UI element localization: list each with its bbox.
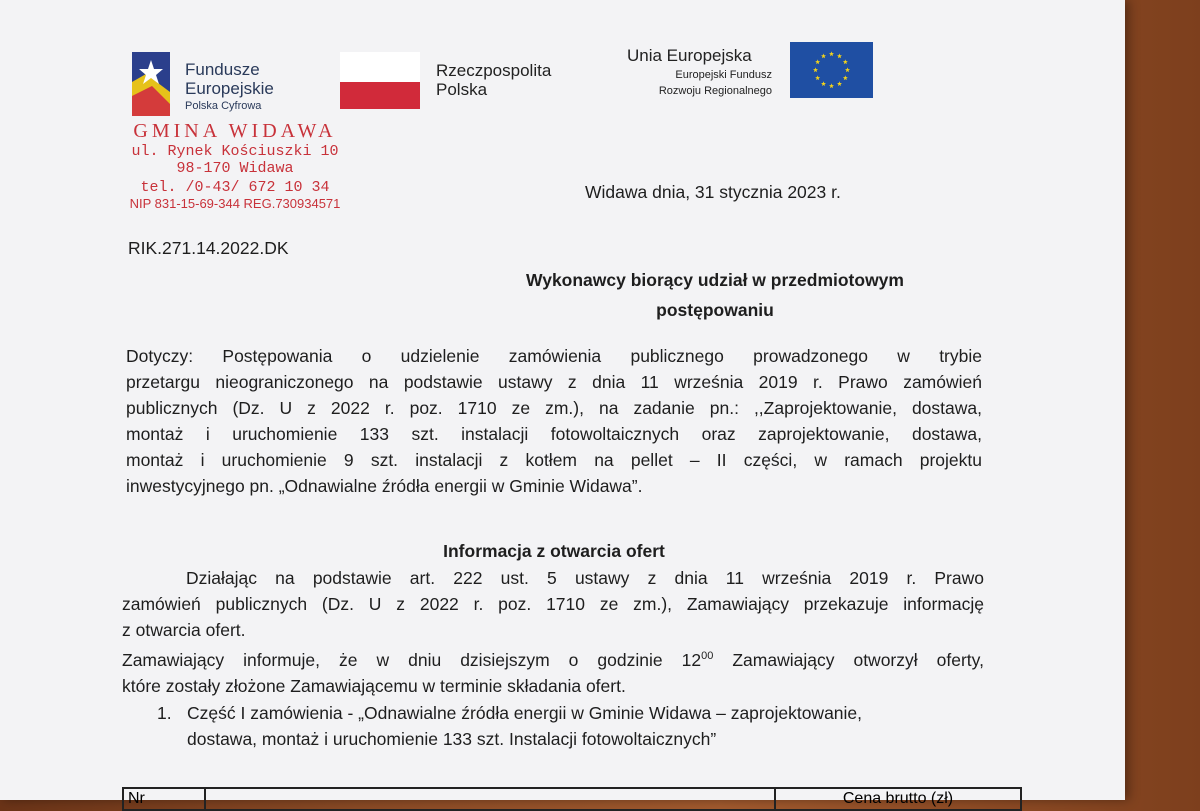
table-header-cell: Nr (123, 788, 205, 810)
ue-sub1: Europejski Fundusz (675, 69, 772, 81)
rp-line1: Rzeczpospolita (436, 61, 552, 80)
list-line: dostawa, montaż i uruchomienie 133 szt. Instalacji fotowoltaicznych” (187, 729, 717, 749)
stamp-name: GMINA WIDAWA (133, 120, 337, 142)
opening-paragraph (122, 565, 984, 643)
paragraph-line: Działając na podstawie art. 222 ust. 5 ustawy z dnia 11 września 2019 r. Prawo (186, 568, 984, 588)
fe-line2: Europejskie (185, 79, 274, 98)
subject-line: inwestycyjnego pn. „Odnawialne źródła energii w Gminie Widawa”. (126, 476, 643, 496)
list-number: 1. (157, 703, 172, 723)
rp-line2: Polska (436, 80, 488, 99)
stamp-street: ul. Rynek Kościuszki 10 (131, 143, 339, 160)
info-text-pre: Zamawiający informuje, że w dniu dzisiejszym o godzinie 12 (122, 649, 702, 670)
stamp-nip: NIP 831-15-69-344 REG.730934571 (129, 196, 341, 211)
document-date: Widawa dnia, 31 stycznia 2023 r. (585, 182, 841, 202)
subject-line: przetargu nieograniczonego na podstawie ustawy z dnia 11 września 2019 r. Prawo zamówień (126, 372, 982, 392)
subject-paragraph (126, 343, 982, 499)
info-text-post: Zamawiający otworzył oferty, (713, 649, 984, 670)
list-line (122, 700, 984, 726)
subject-line: publicznych (Dz. U z 2022 r. poz. 1710 ze zm.), na zadanie pn.: ,,Zaprojektowanie, dostawa, (126, 398, 982, 418)
gmina-stamp (100, 120, 370, 211)
fe-line1: Fundusze (185, 60, 260, 79)
list-item (122, 700, 984, 752)
table-header-cell: Cena brutto (zł) (775, 788, 1021, 810)
paragraph-line: z otwarcia ofert. (122, 620, 246, 640)
subject-line: Dotyczy: Postępowania o udzielenie zamówienia publicznego prowadzonego w trybie (126, 346, 982, 366)
addressee-line2: postępowaniu (656, 300, 774, 320)
fe-line3: Polska Cyfrowa (185, 100, 262, 112)
stamp-tel: tel. /0-43/ 672 10 34 (140, 179, 330, 196)
eu-flag-icon (790, 42, 873, 98)
info-hour-sup: 00 (701, 650, 714, 662)
paragraph-line: zamówień publicznych (Dz. U z 2022 r. poz. 1710 ze zm.), Zamawiający przekazuje informację (122, 594, 984, 614)
pl-flag (340, 52, 420, 109)
subject-line: montaż i uruchomienie 9 szt. instalacji z kotłem na pellet – II części, w ramach projektu (126, 450, 982, 470)
section-heading: Informacja z otwarcia ofert (443, 541, 665, 561)
list-text: Część I zamówienia - „Odnawialne źródła energii w Gminie Widawa – zaprojektowanie, (187, 703, 863, 723)
addressee-line1: Wykonawcy biorący udział w przedmiotowym (526, 270, 904, 290)
ue-title: Unia Europejska (627, 46, 752, 65)
table-header-cell (205, 788, 775, 810)
reference-number: RIK.271.14.2022.DK (128, 238, 289, 258)
info-paragraph (122, 643, 984, 699)
ue-sub2: Rozwoju Regionalnego (658, 85, 772, 97)
stamp-postal: 98-170 Widawa (176, 160, 294, 177)
table-row (123, 788, 1021, 810)
paragraph-line: które zostały złożone Zamawiającemu w terminie składania ofert. (122, 675, 626, 696)
paragraph-line (122, 643, 984, 673)
fe-logo (132, 52, 292, 116)
fe-star-icon (132, 52, 176, 116)
subject-line: montaż i uruchomienie 133 szt. instalacji fotowoltaicznych oraz zaprojektowanie, dostawa, (126, 424, 982, 444)
offers-table (122, 787, 1022, 811)
